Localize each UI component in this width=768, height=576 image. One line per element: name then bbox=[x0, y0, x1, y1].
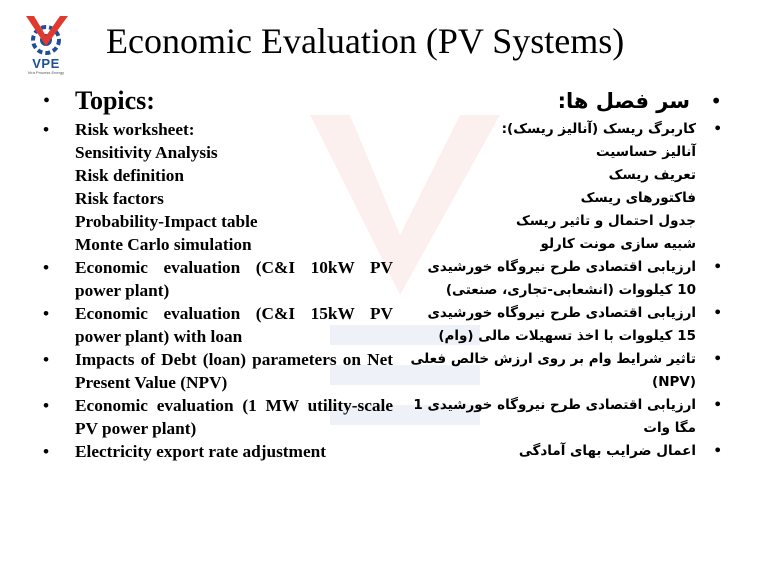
topic-item bbox=[406, 394, 722, 440]
slide-title: Economic Evaluation (PV Systems) bbox=[106, 21, 625, 61]
topic-line: Electricity export rate adjustment bbox=[75, 442, 326, 461]
topic-item bbox=[406, 118, 722, 256]
topic-line: Economic evaluation (1 MW utility-scale PV power plant) bbox=[75, 396, 393, 438]
topic-line: Economic evaluation (C&I 10kW PV power plant) bbox=[75, 258, 393, 300]
topic-item bbox=[43, 394, 393, 440]
topic-line: Sensitivity Analysis bbox=[75, 143, 218, 162]
topic-line: ارزیابی اقتصادی طرح نیروگاه خورشیدی 10 کیلووات (انشعابی-تجاری، صنعتی) bbox=[427, 259, 696, 298]
topic-item bbox=[43, 440, 393, 463]
topic-item bbox=[43, 348, 393, 394]
topic-line: فاکتورهای ریسک bbox=[580, 190, 696, 206]
bullet: • bbox=[713, 259, 722, 275]
topic-line: اعمال ضرایب بهای آمادگی bbox=[518, 443, 696, 459]
company-logo bbox=[18, 12, 74, 78]
topics-english bbox=[43, 84, 393, 463]
bullet: • bbox=[713, 121, 722, 137]
topic-line: Impacts of Debt (loan) parameters on Net Present Value (NPV) bbox=[75, 350, 393, 392]
topic-text bbox=[75, 118, 258, 256]
topics-heading-fa: سر فصل ها: bbox=[557, 89, 690, 113]
topic-text bbox=[406, 348, 696, 394]
bullet: • bbox=[43, 396, 50, 415]
topic-line: Risk definition bbox=[75, 166, 184, 185]
topic-text bbox=[75, 302, 393, 348]
topic-line: ارزیابی اقتصادی طرح نیروگاه خورشیدی 1 مگا وات bbox=[413, 397, 696, 436]
topics-list-english bbox=[43, 118, 393, 463]
bullet: • bbox=[43, 258, 50, 277]
bullet: • bbox=[43, 89, 51, 112]
topic-line: کاربرگ ریسک (آنالیز ریسک): bbox=[501, 121, 696, 137]
topic-line: Monte Carlo simulation bbox=[75, 235, 252, 254]
topic-item bbox=[43, 256, 393, 302]
topic-text bbox=[519, 440, 696, 463]
topics-heading-row bbox=[43, 84, 393, 118]
bullet: • bbox=[43, 350, 50, 369]
topic-line: شبیه سازی مونت کارلو bbox=[540, 236, 696, 252]
topic-line: جدول احتمال و تاثیر ریسک bbox=[515, 213, 696, 229]
topic-text bbox=[75, 440, 326, 463]
bullet: • bbox=[713, 351, 722, 367]
topic-line: تعریف ریسک bbox=[608, 167, 696, 183]
topic-line: Economic evaluation (C&I 15kW PV power plant) with loan bbox=[75, 304, 393, 346]
topic-text bbox=[406, 394, 696, 440]
bullet: • bbox=[43, 442, 50, 461]
topics-heading-row-fa bbox=[406, 84, 722, 118]
bullet: • bbox=[713, 443, 722, 459]
topic-item bbox=[406, 302, 722, 348]
topic-item bbox=[406, 348, 722, 394]
topic-item bbox=[406, 440, 722, 463]
topics-heading: Topics: bbox=[75, 86, 155, 115]
topic-line: آنالیز حساسیت bbox=[595, 144, 696, 160]
logo-text: VPE bbox=[32, 56, 60, 71]
topic-text bbox=[406, 302, 696, 348]
topic-text bbox=[75, 256, 393, 302]
topic-item bbox=[43, 118, 393, 256]
topic-text bbox=[75, 348, 393, 394]
bullet: • bbox=[713, 397, 722, 413]
topic-line: تاثیر شرایط وام بر روی ارزش خالص فعلی (NPV) bbox=[410, 351, 696, 390]
topic-text bbox=[406, 256, 696, 302]
topics-persian bbox=[406, 84, 722, 463]
topic-line: Risk worksheet: bbox=[75, 120, 195, 139]
topic-item bbox=[406, 256, 722, 302]
bullet: • bbox=[710, 89, 722, 113]
logo-emblem-icon bbox=[18, 12, 74, 58]
topic-line: Probability-Impact table bbox=[75, 212, 258, 231]
topic-text bbox=[75, 394, 393, 440]
topics-list-persian bbox=[406, 118, 722, 463]
topic-item bbox=[43, 302, 393, 348]
bullet: • bbox=[43, 304, 50, 323]
bullet: • bbox=[43, 120, 50, 139]
topic-line: Risk factors bbox=[75, 189, 164, 208]
topic-line: ارزیابی اقتصادی طرح نیروگاه خورشیدی 15 کیلووات با اخذ تسهیلات مالی (وام) bbox=[427, 305, 696, 344]
bullet: • bbox=[713, 305, 722, 321]
logo-subtitle: Vira Process Energy bbox=[27, 70, 65, 75]
topic-text bbox=[502, 118, 696, 256]
